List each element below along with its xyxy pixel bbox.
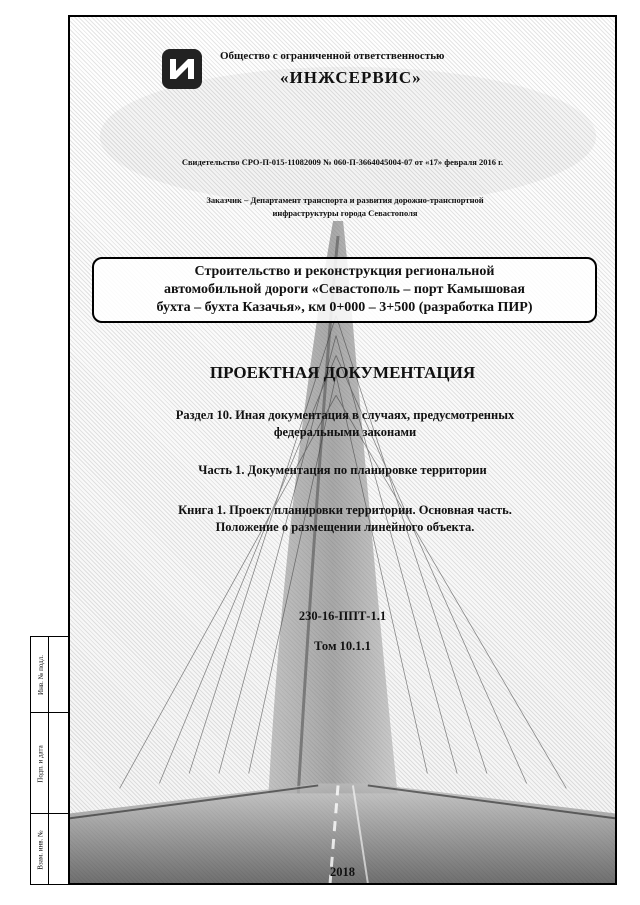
project-title-line-2: автомобильной дороги «Севастополь – порт Камышовая [164,282,525,297]
client-line-2: инфраструктуры города Севастополя [272,208,418,218]
stamp-label-3: Взам. инв. № [36,830,45,870]
company-logo-icon [160,47,204,91]
document-code: 230-16-ППТ-1.1 [298,609,387,623]
book-title [100,502,590,536]
certificate-line: Свидетельство СРО-П-015-11082009 № 060-П-3664045004-07 от «17» февраля 2016 г. [181,157,504,167]
document-type-title: ПРОЕКТНАЯ ДОКУМЕНТАЦИЯ [209,363,476,382]
year-label: 2018 [330,865,355,879]
organization-type: Общество с ограниченной ответственностью [220,50,445,62]
project-title-line-3: бухта – бухта Казачья», км 0+000 – 3+500 (разработка ПИР) [156,300,533,315]
stamp-cell-1 [31,637,69,713]
client-line-1: Заказчик – Департамент транспорта и развития дорожно-транспортной [206,195,484,205]
section-line-2: федеральными законами [273,425,417,439]
section-line-1: Раздел 10. Иная документация в случаях, предусмотренных [175,408,515,422]
stamp-label-2: Подп. и дата [36,744,45,783]
cover-page [68,15,617,885]
section-title [100,407,590,441]
project-title-line-1: Строительство и реконструкция региональной [194,264,495,279]
book-line-1: Книга 1. Проект планировки территории. Основная часть. [178,503,512,517]
project-title-box [92,257,597,323]
book-line-2: Положение о размещении линейного объекта. [215,520,475,534]
stamp-label-1: Инв. № подл. [36,655,45,695]
stamp-table [30,636,68,885]
stamp-cell-3 [31,814,69,886]
volume-number: Том 10.1.1 [314,639,371,653]
organization-name: «ИНЖСЕРВИС» [280,68,422,87]
stamp-cell-2 [31,713,69,814]
bridge-illustration-icon [70,17,615,883]
client-block [125,194,565,220]
part-title: Часть 1. Документация по планировке территории [198,463,487,477]
